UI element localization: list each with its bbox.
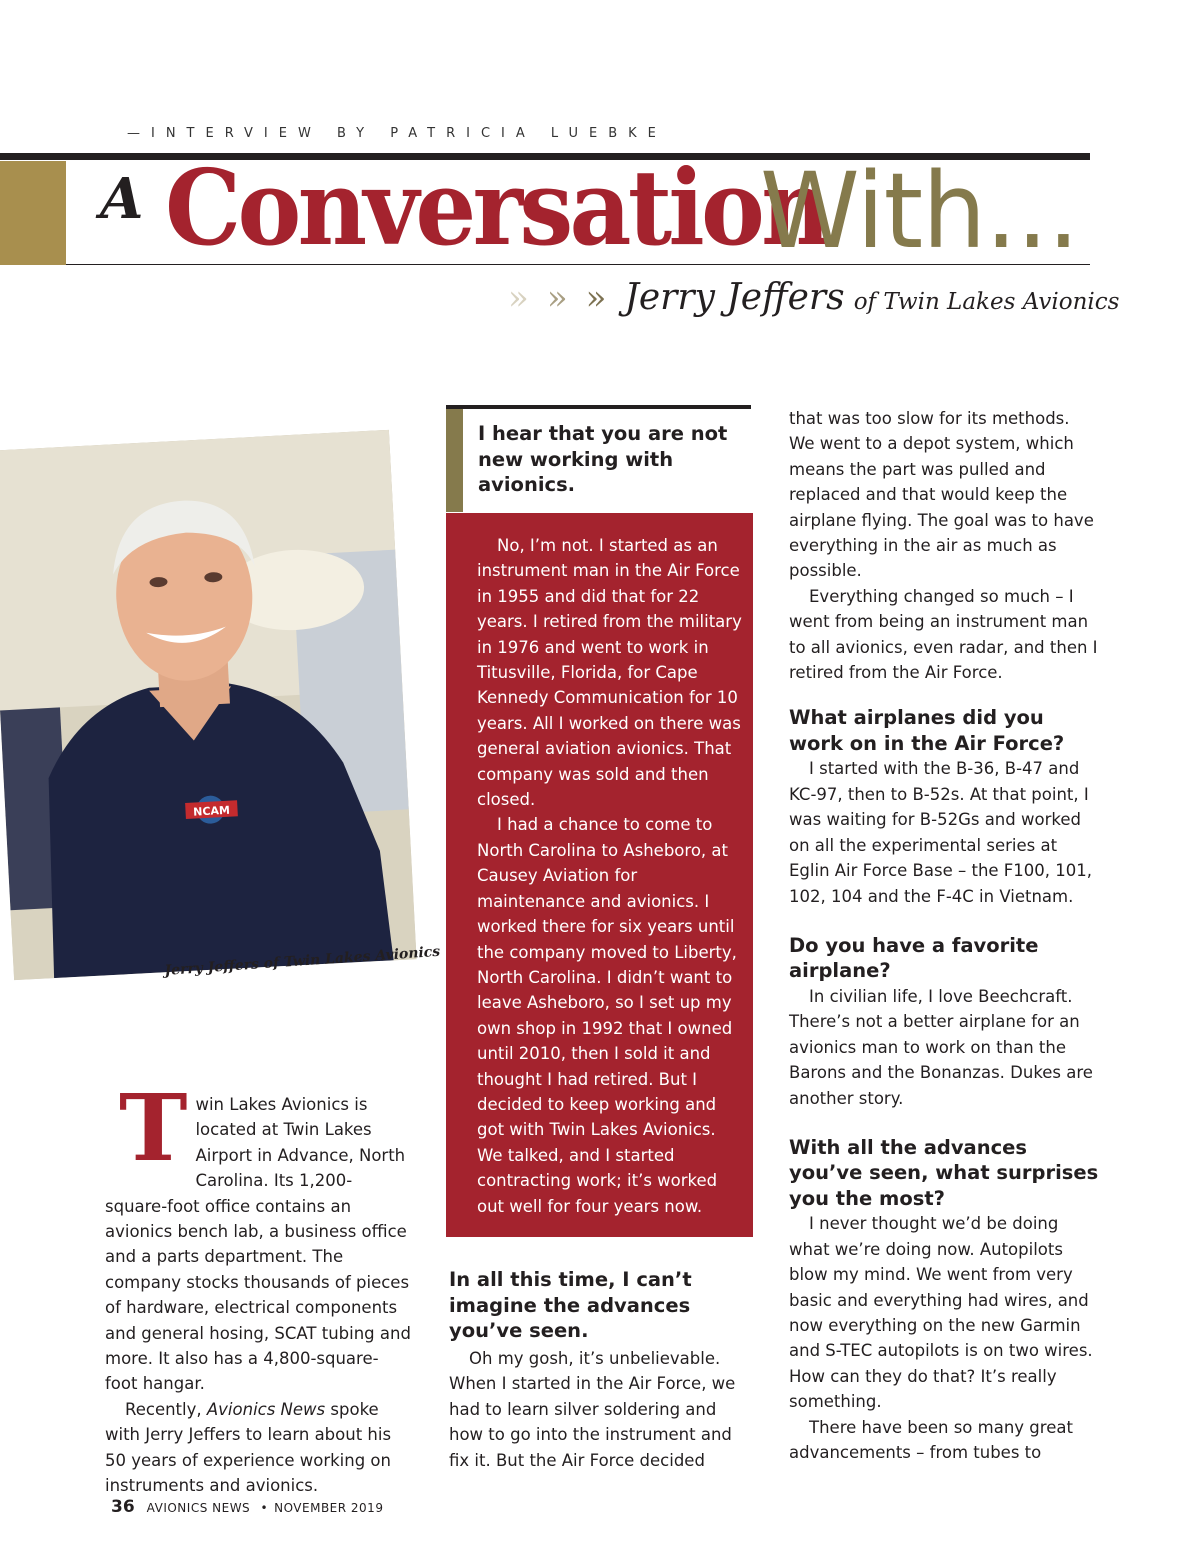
page-footer (111, 1497, 383, 1517)
title-with: With... (760, 150, 1079, 272)
intro-paragraph-1: win Lakes Avionics is located at Twin Lakes Airport in Advance, North Carolina. Its 1,200-square-foot office contains an avionics bench lab, a business office and a parts department. The company stocks thousands of pieces of hardware, electrical components and general hosing, SCAT tubing and more. It also has a 4,800-square-foot hangar. (105, 1095, 411, 1394)
question-heading: What airplanes did you work on in the Air Force? (789, 706, 1065, 755)
footer-issue: NOVEMBER 2019 (274, 1501, 384, 1515)
portrait-illustration (0, 430, 417, 980)
intro-paragraph-2: Recently, Avionics News spoke with Jerry Jeffers to learn about his 50 years of experience working on instruments and avionics. (105, 1399, 392, 1496)
title-article: A (100, 166, 144, 232)
portrait-photo (0, 430, 417, 980)
right-column (789, 406, 1099, 1466)
answer-box (446, 513, 753, 1237)
subtitle-org: of Twin Lakes Avionics (853, 289, 1120, 315)
answer-paragraph: No, I’m not. I started as an instrument man in the Air Force in 1955 and did that for 22 years. I retired from the military in 1976 and went to work in Titusville, Florida, for Cape Kennedy Communication for 10 years. All I worked on there was general aviation avionics. That company was sold and then closed. (477, 536, 742, 810)
header-gold-block (0, 161, 66, 265)
answer-paragraph: Everything changed so much – I went from being an instrument man to all avionics, even radar, and then I retired from the Air Force. (789, 586, 1098, 683)
answer-paragraph: I started with the B-36, B-47 and KC-97, then to B-52s. At that point, I was waiting for B-52Gs and worked on all the experimental series at Eglin Air Force Base – the F100, 101, 102, 104 and the F-4C in Vietnam. (789, 759, 1093, 906)
chevron-icon: » (546, 278, 568, 318)
answer-text (477, 533, 742, 1219)
question-box (446, 405, 751, 512)
answer-text (449, 1346, 749, 1473)
shirt-logo-text: NCAM (192, 803, 231, 819)
answer-paragraph: that was too slow for its methods. We went to a depot system, which means the part was pulled and replaced and that would keep the airplane flying. The goal was to have everything in the air as much as possible. (789, 409, 1094, 581)
footer-magazine: AVIONICS NEWS (146, 1501, 251, 1515)
answer-paragraph: Oh my gosh, it’s unbelievable. When I started in the Air Force, we had to learn silver soldering and how to go into the instrument and fix it. But the Air Force decided (449, 1349, 736, 1470)
footer-bullet: • (260, 1501, 269, 1515)
answer-paragraph: I never thought we’d be doing what we’re doing now. Autopilots blow my mind. We went from very basic and everything had wires, and now everything on the new Garmin and S-TEC autopilots is on two wires. How can they do that? It’s really something. (789, 1214, 1093, 1412)
subtitle (508, 277, 1119, 318)
magazine-name: Avionics News (206, 1399, 326, 1419)
answer-paragraph: In civilian life, I love Beechcraft. There’s not a better airplane for an avionics man to work on than the Barons and the Bonanzas. Dukes are another story. (789, 986, 1093, 1108)
interview-byline: —INTERVIEW BY PATRICIA LUEBKE (127, 126, 667, 141)
drop-cap: T (119, 1074, 188, 1182)
chevron-icon: » (508, 278, 529, 318)
question-heading: Do you have a favorite airplane? (789, 933, 1039, 983)
page-number: 36 (111, 1497, 135, 1517)
question-heading: With all the advances you’ve seen, what surprises you the most? (789, 1135, 1099, 1210)
title-conversation: Conversation (165, 146, 828, 269)
intro-column (105, 1074, 411, 1499)
answer-paragraph: I had a chance to come to North Carolina to Asheboro, at Causey Aviation for maintenance and avionics. I worked there for six years until the company moved to Liberty, North Carolina. I didn’t want to leave Asheboro, so I set up my own shop in 1992 that I owned until 2010, then I sold it and thought I had retired. But I decided to keep working and got with Twin Lakes Avionics. We talked, and I started contracting work; it’s worked out well for four years now. (477, 815, 737, 1216)
answer-paragraph: There have been so many great advancements – from tubes to (789, 1417, 1073, 1463)
question-heading: I hear that you are not new working with avionics. (478, 422, 728, 496)
photo-caption: Jerry Jeffers of Twin Lakes Avionics (164, 943, 441, 979)
chevron-icon: » (585, 278, 607, 318)
question-heading: In all this time, I can’t imagine the advances you’ve seen. (449, 1268, 692, 1342)
subtitle-name: Jerry Jeffers (624, 277, 845, 318)
